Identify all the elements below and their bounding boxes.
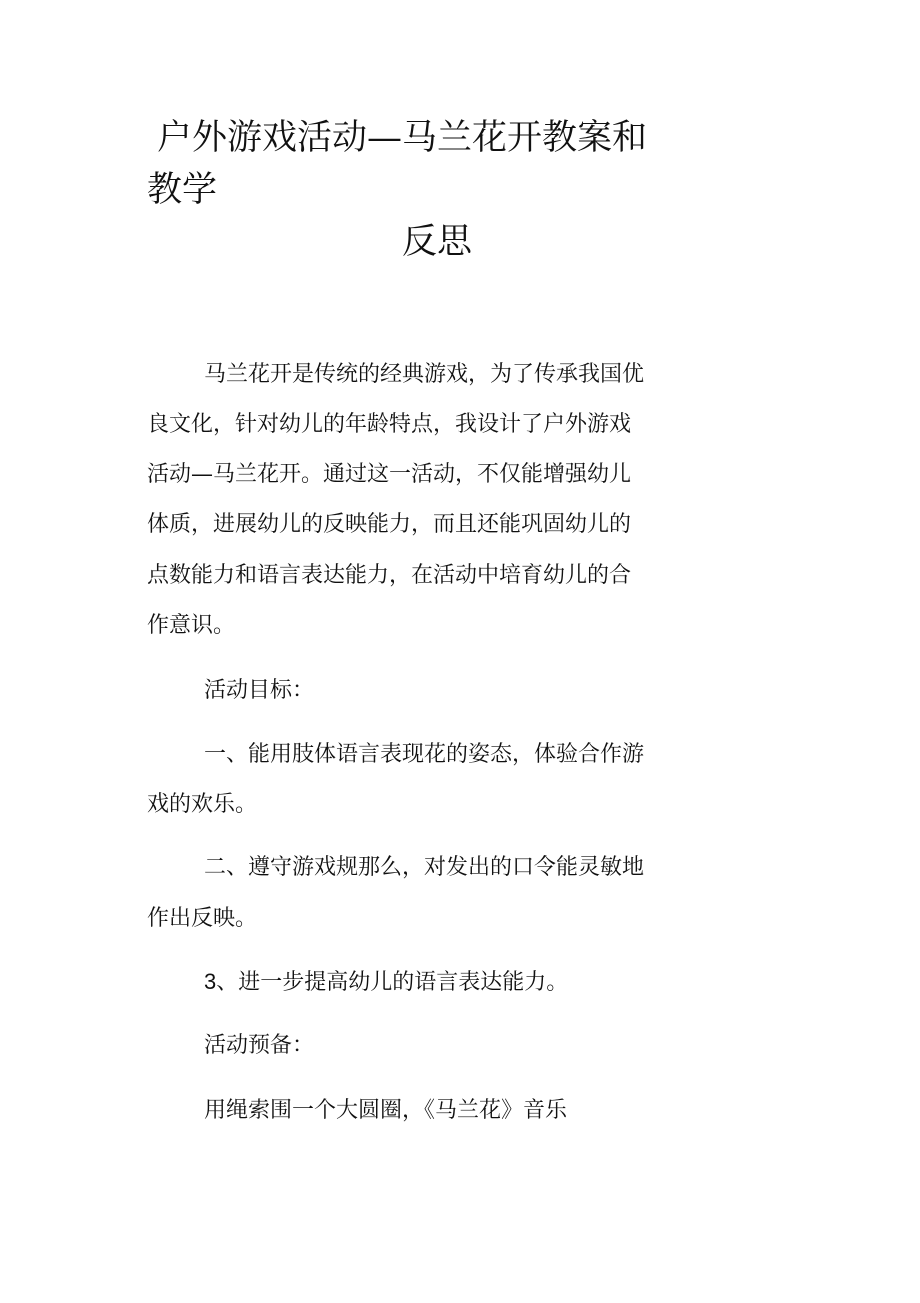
title-line-3: 反思 xyxy=(402,222,473,262)
goal-3-number: 3 xyxy=(204,969,217,994)
title-line-2: 教学 xyxy=(147,170,218,210)
title-line-1: 户外游戏活动—马兰花开教案和 xyxy=(157,118,648,158)
intro-line-4: 体质，进展幼儿的反映能力，而且还能巩固幼儿的 xyxy=(147,512,632,537)
intro-line-3: 活动—马兰花开。通过这一活动，不仅能增强幼儿 xyxy=(147,462,632,487)
goal-2-line-1: 二、遵守游戏规那么，对发出的口令能灵敏地 xyxy=(204,855,645,880)
intro-line-1: 马兰花开是传统的经典游戏，为了传承我国优 xyxy=(204,362,645,387)
goal-3-text: 、进一步提高幼儿的语言表达能力。 xyxy=(216,970,569,995)
intro-line-6: 作意识。 xyxy=(147,613,236,638)
prep-text: 用绳索围一个大圆圈，《马兰花》音乐 xyxy=(204,1098,568,1123)
goal-1-line-2: 戏的欢乐。 xyxy=(147,792,258,817)
goal-1-line-1: 一、能用肢体语言表现花的姿态，体验合作游 xyxy=(204,742,645,767)
goal-2-line-2: 作出反映。 xyxy=(147,906,258,931)
goal-3 xyxy=(204,967,568,998)
intro-line-5: 点数能力和语言表达能力，在活动中培育幼儿的合 xyxy=(147,563,632,588)
prep-heading: 活动预备： xyxy=(204,1033,315,1058)
intro-line-2: 良文化，针对幼儿的年龄特点，我设计了户外游戏 xyxy=(147,412,632,437)
goals-heading: 活动目标： xyxy=(204,678,315,703)
